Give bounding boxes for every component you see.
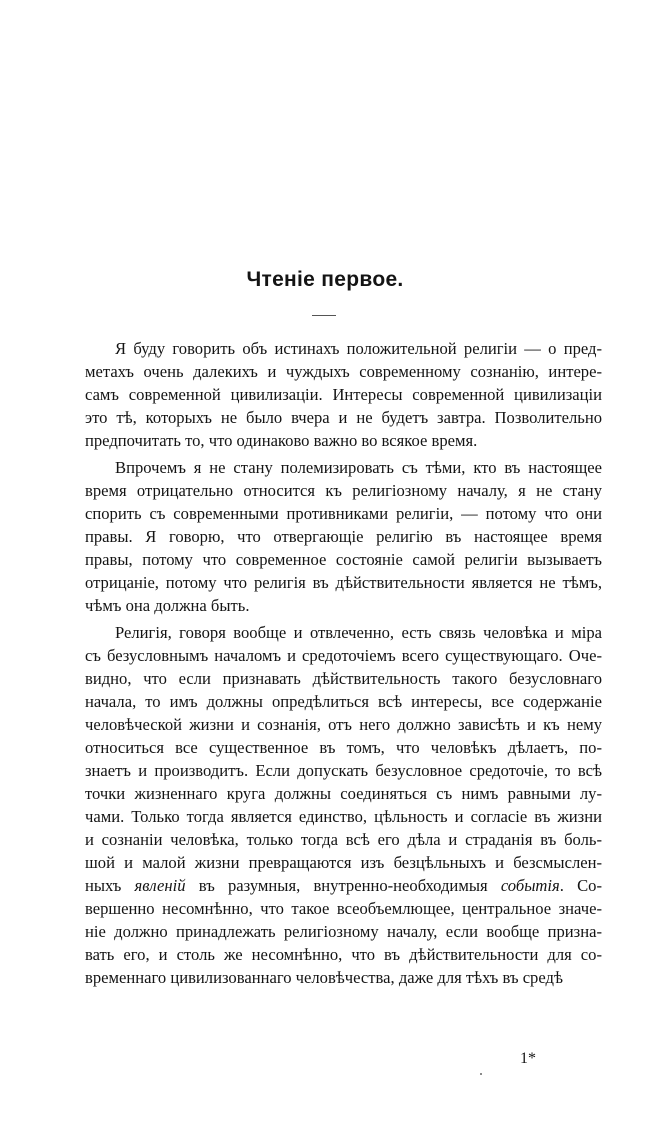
- italic-term: событія: [500, 876, 560, 895]
- text-line: видно, что если признавать дѣйствительность такого безусловнаго: [85, 669, 602, 688]
- text-line: Религія, говоря вообще и отвлеченно, есть связь человѣка и міра: [115, 623, 602, 642]
- body-text: [85, 337, 602, 993]
- text-line: относиться все существенное въ томъ, что человѣкъ дѣлаетъ, по-: [85, 738, 602, 757]
- text-line: это тѣ, которыхъ не было вчера и не будетъ завтра. Позволительно: [85, 408, 602, 427]
- text-line: точки жизненнаго круга должны соединяться съ нимъ равными лу-: [85, 784, 602, 803]
- print-speck: [480, 1073, 482, 1075]
- text-line: [85, 874, 602, 897]
- text-line: шой и малой жизни превращаются изъ безцѣльныхъ и безсмыслен-: [85, 853, 602, 872]
- text-line: время отрицательно относится къ религіозному началу, я не стану: [85, 481, 602, 500]
- paragraph: [85, 621, 602, 989]
- text-line: вершенно несомнѣнно, что такое всеобъемлющее, центральное значе-: [85, 899, 602, 918]
- text-segment: въ разумныя, внутренно-необходимыя: [185, 876, 501, 895]
- text-line: человѣческой жизни и сознанія, отъ него должно зависѣть и къ нему: [85, 715, 602, 734]
- paragraph: [85, 337, 602, 452]
- text-line: ніе должно принадлежать религіозному началу, если вообще призна-: [85, 922, 602, 941]
- text-line: правы, потому что современное состояніе самой религіи вызываетъ: [85, 550, 602, 569]
- page-number: 1*: [520, 1050, 536, 1067]
- text-line: правы. Я говорю, что отвергающіе религію въ настоящее время: [85, 527, 602, 546]
- text-segment: . Со-: [559, 876, 602, 895]
- text-line: съ безусловнымъ началомъ и средоточіемъ всего существующаго. Оче-: [85, 646, 602, 665]
- text-line: спорить съ современными противниками религіи, — потому что они: [85, 504, 602, 523]
- text-line: начала, то имъ должны опредѣлиться всѣ интересы, все содержаніе: [85, 692, 602, 711]
- text-line: метахъ очень далекихъ и чуждыхъ современному сознанію, интере-: [85, 362, 602, 381]
- italic-term: явленій: [134, 876, 186, 895]
- text-segment: ныхъ: [85, 876, 135, 895]
- text-line: Я буду говорить объ истинахъ положительной религіи — о пред-: [115, 339, 602, 358]
- chapter-title: Чтеніе первое.: [246, 268, 404, 291]
- text-line: Впрочемъ я не стану полемизировать съ тѣми, кто въ настоящее: [115, 458, 602, 477]
- text-line: и сознаніи человѣка, только тогда всѣ его дѣла и страданія въ боль-: [85, 830, 602, 849]
- text-line: предпочитать то, что одинаково важно во всякое время.: [85, 431, 478, 450]
- text-line: самъ современной цивилизаціи. Интересы современной цивилизаціи: [85, 385, 602, 404]
- text-line: отрицаніе, потому что религія въ дѣйствительности является не тѣмъ,: [85, 573, 602, 592]
- text-line: временнаго цивилизованнаго человѣчества, даже для тѣхъ въ средѣ: [85, 968, 563, 987]
- text-line: чами. Только тогда является единство, цѣльность и согласіе въ жизни: [85, 807, 602, 826]
- text-line: вать его, и столь же несомнѣнно, что въ дѣйствительности для со-: [85, 945, 602, 964]
- paragraph: [85, 456, 602, 617]
- title-divider: [312, 315, 336, 316]
- text-line: знаетъ и производитъ. Если допускать безусловное средоточіе, то всѣ: [85, 761, 602, 780]
- text-line: чѣмъ она должна быть.: [85, 596, 250, 615]
